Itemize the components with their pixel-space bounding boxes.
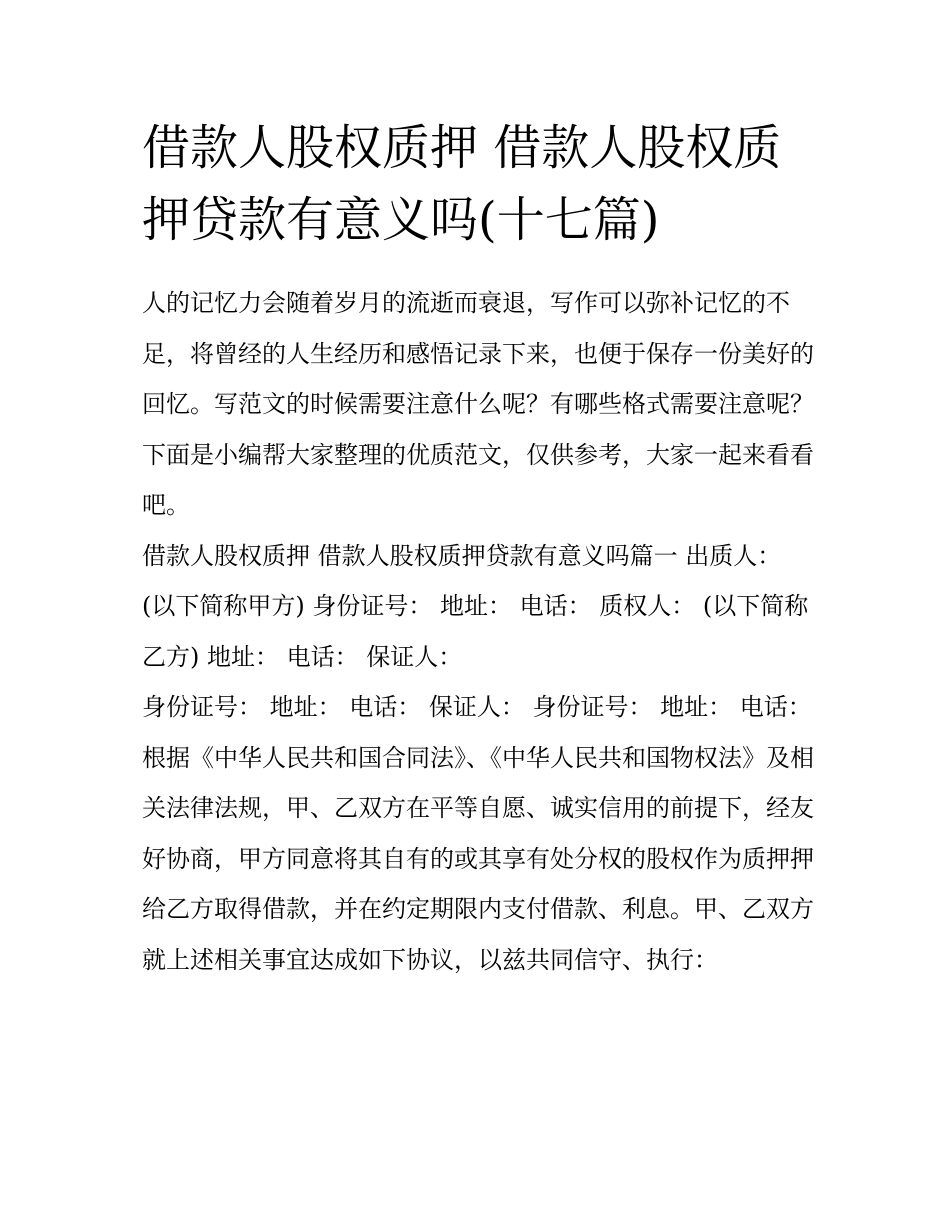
guarantor-paragraph: 身份证号： 地址： 电话： 保证人： 身份证号： 地址： 电话：	[142, 693, 812, 721]
intro-paragraph: 人的记忆力会随着岁月的流逝而衰退，写作可以弥补记忆的不足，将曾经的人生经历和感悟记录下来，也便于保存一份美好的回忆。写范文的时候需要注意什么呢？有哪些格式需要注意呢？下面是小编帮大家整理的优质范文，仅供参考，大家一起来看看吧。	[142, 289, 814, 519]
document-title: 借款人股权质押 借款人股权质押贷款有意义吗(十七篇)	[142, 120, 782, 248]
parties-paragraph: 借款人股权质押 借款人股权质押贷款有意义吗篇一 出质人：(以下简称甲方) 身份证号： 地址： 电话： 质权人： (以下简称乙方) 地址： 电话： 保证人：	[142, 541, 809, 671]
document-body	[142, 112, 814, 985]
agreement-basis-paragraph: 根据《中华人民共和国合同法》、《中华人民共和国物权法》及相关法律法规，甲、乙双方在平等自愿、诚实信用的前提下，经友好协商，甲方同意将其自有的或其享有处分权的股权作为质押押给乙方取得借款，并在约定期限内支付借款、利息。甲、乙双方就上述相关事宜达成如下协议，以兹共同信守、执行：	[142, 743, 814, 974]
